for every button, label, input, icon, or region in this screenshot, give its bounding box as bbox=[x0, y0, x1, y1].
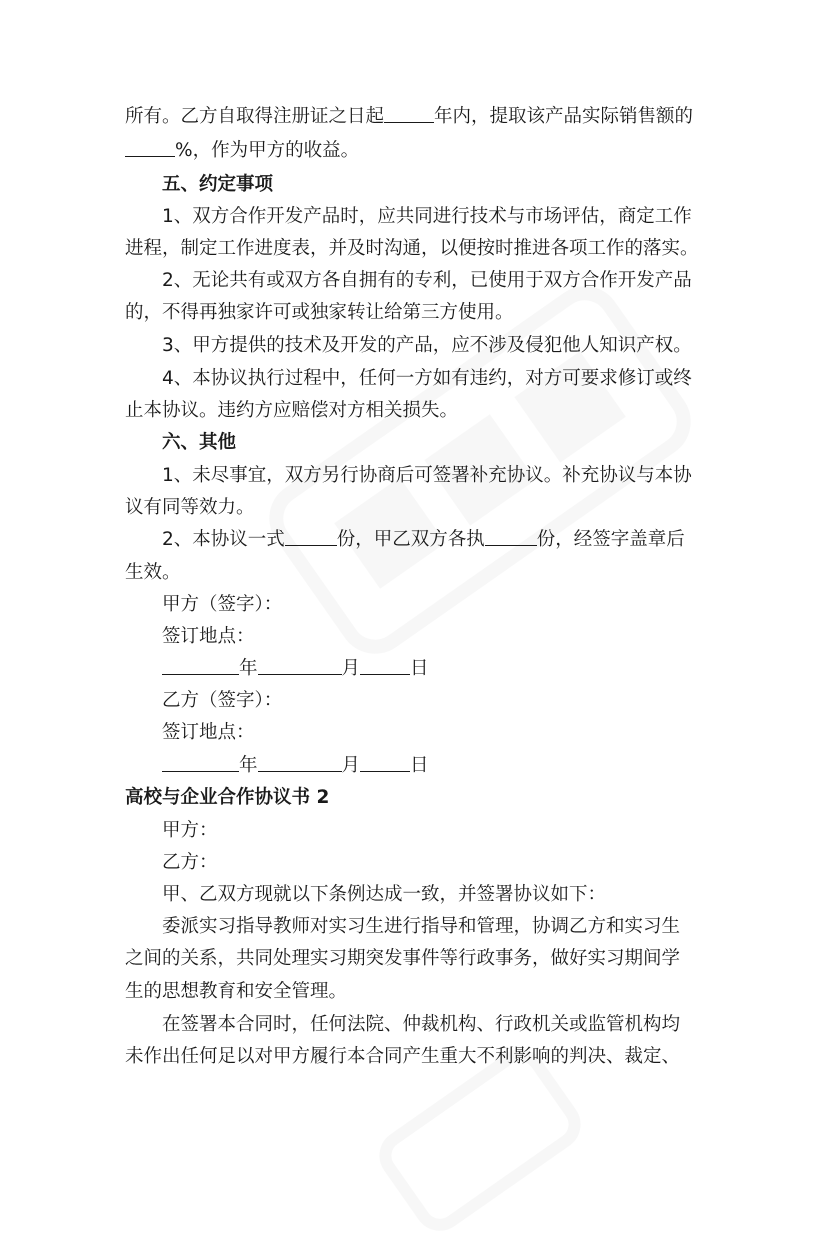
section-heading-5: 五、约定事项 bbox=[162, 174, 274, 195]
paragraph-line: %，作为甲方的收益。 bbox=[125, 138, 359, 164]
party-a-signature: 甲方（签字）： bbox=[162, 594, 283, 615]
blank-year[interactable] bbox=[162, 753, 239, 772]
signing-place-a: 签订地点： bbox=[162, 626, 255, 647]
blank-day[interactable] bbox=[360, 753, 410, 772]
party-b-label: 乙方： bbox=[162, 852, 218, 873]
paragraph-line: 之间的关系，共同处理实习期突发事件等行政事务，做好实习期间学 bbox=[125, 948, 681, 969]
paragraph-line: 1、双方合作开发产品时，应共同进行技术与市场评估，商定工作 bbox=[162, 206, 692, 227]
blank-years[interactable] bbox=[384, 104, 434, 123]
blank-month[interactable] bbox=[258, 656, 342, 675]
paragraph-line: 未作出任何足以对甲方履行本合同产生重大不利影响的判决、裁定、 bbox=[125, 1046, 681, 1067]
party-b-signature: 乙方（签字）： bbox=[162, 690, 283, 711]
paragraph-line: 1、未尽事宜，双方另行协商后可签署补充协议。补充协议与本协 bbox=[162, 465, 692, 486]
signing-place-b: 签订地点： bbox=[162, 722, 255, 743]
paragraph-line: 2、无论共有或双方各自拥有的专利，已使用于双方合作开发产品 bbox=[162, 270, 692, 291]
paragraph-line: 止本协议。违约方应赔偿对方相关损失。 bbox=[125, 400, 459, 421]
paragraph-line: 的，不得再独家许可或独家转让给第三方使用。 bbox=[125, 302, 514, 323]
paragraph-line: 2、本协议一式 份，甲乙双方各执 份，经签字盖章后 bbox=[162, 529, 685, 550]
section-heading-6: 六、其他 bbox=[162, 432, 237, 453]
paragraph-line: 进程，制定工作进度表，并及时沟通，以便按时推进各项工作的落实。 bbox=[125, 238, 699, 259]
blank-day[interactable] bbox=[360, 656, 410, 675]
blank-each-copies[interactable] bbox=[485, 527, 537, 546]
paragraph-line: 生效。 bbox=[125, 562, 181, 583]
date-line-a: 年 月 日 bbox=[162, 656, 429, 682]
paragraph-line: 所有。乙方自取得注册证之日起 年内，提取该产品实际销售额的 bbox=[125, 106, 694, 127]
paragraph-line: 在签署本合同时，任何法院、仲裁机构、行政机关或监管机构均 bbox=[162, 1014, 681, 1035]
paragraph-line: 生的思想教育和安全管理。 bbox=[125, 981, 348, 1002]
paragraph-line: 4、本协议执行过程中，任何一方如有违约，对方可要求修订或终 bbox=[162, 368, 692, 389]
blank-month[interactable] bbox=[258, 753, 342, 772]
paragraph-line: 甲、乙双方现就以下条例达成一致，并签署协议如下： bbox=[162, 884, 607, 905]
date-line-b: 年 月 日 bbox=[162, 753, 429, 779]
paragraph-line: 3、甲方提供的技术及开发的产品，应不涉及侵犯他人知识产权。 bbox=[162, 335, 692, 356]
paragraph-line: 委派实习指导教师对实习生进行指导和管理，协调乙方和实习生 bbox=[162, 916, 681, 937]
blank-year[interactable] bbox=[162, 656, 239, 675]
party-a-label: 甲方： bbox=[162, 820, 218, 841]
blank-copies[interactable] bbox=[285, 527, 337, 546]
paragraph-line: 议有同等效力。 bbox=[125, 497, 255, 518]
document-title-2: 高校与企业合作协议书 2 bbox=[125, 787, 330, 808]
blank-percent[interactable] bbox=[125, 138, 175, 157]
